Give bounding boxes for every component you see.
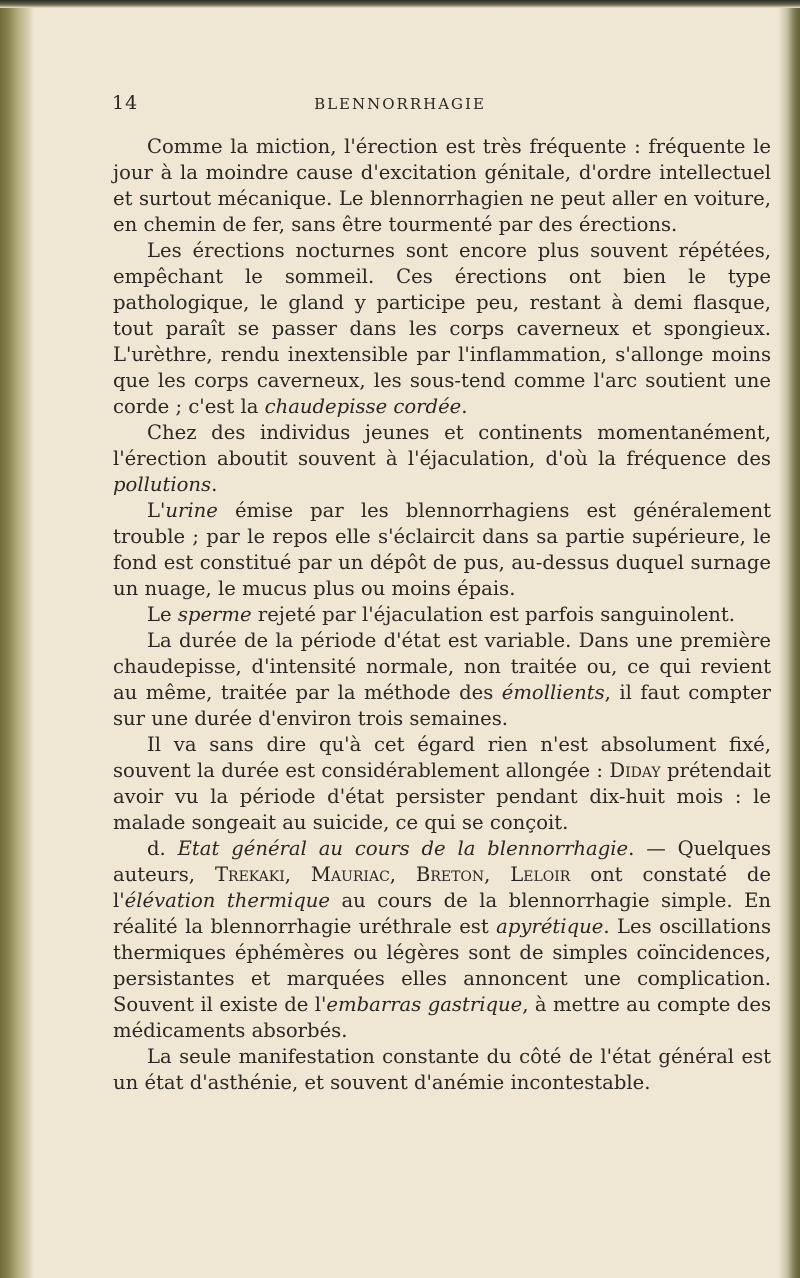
term-embarras-gastrique: embarras gastrique <box>326 993 523 1016</box>
section-heading-etat-general: Etat général au cours de la blennorrhagie <box>177 837 629 860</box>
paragraph-pollutions: Chez des individus jeunes et continents momentanément, l'érection aboutit souvent à l'éjaculation, d'où la fréquence des pollutions. <box>113 421 771 496</box>
paragraph-sperme: Le sperme rejeté par l'éjaculation est parfois sanguinolent. <box>147 603 736 626</box>
term-pollutions: pollutions <box>113 473 212 496</box>
paragraph-nocturnal-erections: Les érections nocturnes sont encore plus souvent répétées, empêchant le sommeil. Ces érections ont bien le type pathologique, le gland y participe peu, restant à demi flasque, tout paraît se passer dans les corps caverneux et spongieux. L'urèthre, rendu inextensible par l'inflammation, s'allonge moins que les corps caverneux, les sous-tend comme l'arc soutient une corde ; c'est la chaudepisse cordée. <box>113 239 771 418</box>
paragraph-general-state: d. Etat général au cours de la blennorrhagie. — Quelques auteurs, Trekaki, Mauriac, Breton, Leloir ont constaté de l'élévation thermique au cours de la blennorrhagie simple. En réalité la blennorrhagie uréthrale est apyrétique. Les oscillations thermiques éphémères ou légères sont de simples coïncidences, persistantes et marquées elles annoncent une complication. Souvent il existe de l'embarras gastrique, à mettre au compte des médicaments absorbés. <box>113 837 772 1042</box>
term-urine: urine <box>165 499 218 522</box>
running-title: BLENNORRHAGIE <box>314 95 486 113</box>
paragraph-prolonged-duration: Il va sans dire qu'à cet égard rien n'est absolument fixé, souvent la durée est considérablement allongée : Diday prétendait avoir vu la période d'état persister pendant dix-huit mois : le malade songeait au suicide, ce qui se conçoit. <box>113 733 772 834</box>
term-apyretique: apyrétique <box>496 915 604 938</box>
term-sperme: sperme <box>177 603 252 626</box>
paragraph-asthenia: La seule manifestation constante du côté de l'état général est un état d'asthénie, et souvent d'anémie incontestable. <box>113 1045 771 1094</box>
term-elevation-thermique: élévation thermique <box>124 889 330 912</box>
author-list: Trekaki, Mauriac, Breton, Leloir <box>214 863 571 886</box>
body-text <box>113 134 771 1096</box>
paragraph-urine: L'urine émise par les blennorrhagiens est généralement trouble ; par le repos elle s'éclaircit dans sa partie supérieure, le fond est constitué par un dépôt de pus, au-dessus duquel surnage un nuage, le mucus plus ou moins épais. <box>113 499 771 600</box>
term-chaudepisse-cordee: chaudepisse cordée <box>264 395 462 418</box>
page-number: 14 <box>112 92 139 114</box>
author-diday: Diday <box>609 759 661 782</box>
paragraph-erection-frequency: Comme la miction, l'érection est très fréquente : fréquente le jour à la moindre cause d'excitation génitale, d'ordre intellectuel et surtout mécanique. Le blennorrhagien ne peut aller en voiture, en chemin de fer, sans être tourmenté par des érections. <box>113 135 771 236</box>
term-emollients: émollients <box>501 681 605 704</box>
paragraph-duration: La durée de la période d'état est variable. Dans une première chaudepisse, d'intensité normale, non traitée ou, ce qui revient au même, traitée par la méthode des émollients, il faut compter sur une durée d'environ trois semaines. <box>113 629 771 730</box>
